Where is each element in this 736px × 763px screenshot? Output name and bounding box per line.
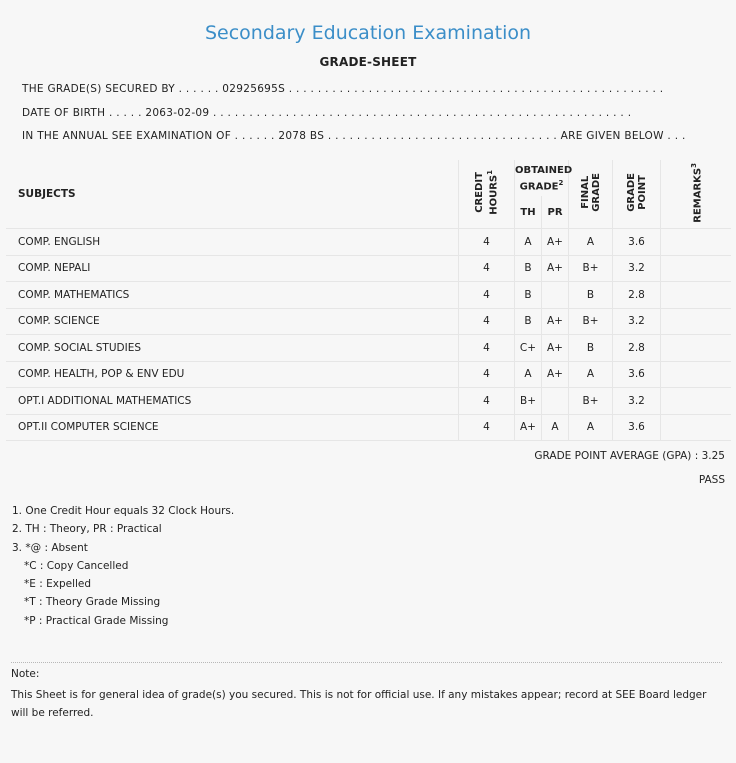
footnote: *P : Practical Grade Missing	[24, 614, 169, 627]
table-row	[6, 388, 731, 415]
cell-remarks	[661, 335, 732, 362]
header-credit-hours: CREDIT HOURS$^1$	[459, 160, 515, 229]
cell-th: C+	[515, 335, 542, 362]
cell-subject: COMP. ENGLISH	[6, 229, 459, 256]
table-row	[6, 361, 731, 388]
cell-remarks	[661, 308, 732, 335]
cell-gp: 2.8	[613, 282, 661, 309]
header-subjects: SUBJECTS	[6, 160, 459, 229]
header-final-grade: FINAL GRADE	[569, 160, 613, 229]
header-grade-point: GRADE POINT	[613, 160, 661, 229]
cell-gp: 3.2	[613, 255, 661, 282]
cell-subject: COMP. NEPALI	[6, 255, 459, 282]
cell-gp: 3.6	[613, 229, 661, 256]
header-th: TH	[515, 196, 542, 229]
cell-pr: A+	[542, 361, 569, 388]
footnote: 3. *@ : Absent	[12, 541, 88, 554]
cell-th: B	[515, 255, 542, 282]
cell-credit: 4	[459, 361, 515, 388]
cell-pr: A+	[542, 229, 569, 256]
cell-pr	[542, 282, 569, 309]
cell-final: B+	[569, 255, 613, 282]
cell-credit: 4	[459, 282, 515, 309]
cell-final: B+	[569, 388, 613, 415]
footnote: *E : Expelled	[24, 578, 92, 591]
cell-gp: 3.6	[613, 361, 661, 388]
table-row	[6, 335, 731, 362]
cell-remarks	[661, 229, 732, 256]
divider	[11, 662, 722, 663]
cell-gp: 3.2	[613, 308, 661, 335]
cell-gp: 2.8	[613, 335, 661, 362]
exam-line: IN THE ANNUAL SEE EXAMINATION OF . . . . . . 2078 BS . . . . . . . . . . . . . . . . . . . . . . . . . . . . . . . . ARE GIVEN BELOW . . .	[22, 130, 686, 142]
footnote: 1. One Credit Hour equals 32 Clock Hours.	[12, 505, 235, 517]
cell-gp: 3.2	[613, 388, 661, 415]
cell-subject: COMP. SOCIAL STUDIES	[6, 335, 459, 362]
secured-by-line: THE GRADE(S) SECURED BY . . . . . . 02925695S . . . . . . . . . . . . . . . . . . . . . . . . . . . . . . . . . . . . . . . . . . . . . . . . . . . .	[22, 83, 664, 95]
cell-credit: 4	[459, 229, 515, 256]
header-pr: PR	[542, 196, 569, 229]
cell-th: B	[515, 308, 542, 335]
cell-subject: COMP. HEALTH, POP & ENV EDU	[6, 361, 459, 388]
cell-th: B+	[515, 388, 542, 415]
table-row	[6, 308, 731, 335]
cell-credit: 4	[459, 335, 515, 362]
cell-final: A	[569, 229, 613, 256]
cell-subject: OPT.I ADDITIONAL MATHEMATICS	[6, 388, 459, 415]
page-title: Secondary Education Examination	[204, 22, 532, 44]
cell-subject: COMP. SCIENCE	[6, 308, 459, 335]
cell-pr	[542, 388, 569, 415]
cell-pr: A+	[542, 335, 569, 362]
cell-credit: 4	[459, 308, 515, 335]
cell-final: B	[569, 335, 613, 362]
cell-credit: 4	[459, 388, 515, 415]
cell-final: B+	[569, 308, 613, 335]
cell-th: A	[515, 361, 542, 388]
cell-remarks	[661, 388, 732, 415]
cell-remarks	[661, 282, 732, 309]
cell-credit: 4	[459, 255, 515, 282]
cell-pr: A+	[542, 308, 569, 335]
sheet-subtitle: GRADE-SHEET	[319, 55, 417, 69]
cell-final: A	[569, 414, 613, 441]
table-row	[6, 282, 731, 309]
note-label: Note:	[11, 668, 40, 680]
grade-table	[6, 160, 731, 441]
cell-remarks	[661, 255, 732, 282]
cell-final: A	[569, 361, 613, 388]
table-row	[6, 255, 731, 282]
gpa-summary: GRADE POINT AVERAGE (GPA) : 3.25	[534, 450, 725, 462]
cell-th: A+	[515, 414, 542, 441]
cell-th: A	[515, 229, 542, 256]
header-remarks: REMARKS$^3$	[661, 160, 732, 229]
cell-pr: A	[542, 414, 569, 441]
cell-pr: A+	[542, 255, 569, 282]
cell-final: B	[569, 282, 613, 309]
cell-subject: OPT.II COMPUTER SCIENCE	[6, 414, 459, 441]
cell-subject: COMP. MATHEMATICS	[6, 282, 459, 309]
header-obtained-grade: OBTAINED GRADE$^2$	[515, 160, 569, 196]
table-row	[6, 414, 731, 441]
cell-remarks	[661, 361, 732, 388]
note-text: This Sheet is for general idea of grade(s) you secured. This is not for official use. If any mistakes appear; record at SEE Board ledger will be referred.	[11, 689, 707, 719]
cell-remarks	[661, 414, 732, 441]
footnote: *C : Copy Cancelled	[24, 559, 129, 572]
date-of-birth-line: DATE OF BIRTH . . . . . 2063-02-09 . . . . . . . . . . . . . . . . . . . . . . . . . . . . . . . . . . . . . . . . . . . . . . . . . . . . . . . . . .	[22, 107, 632, 119]
cell-gp: 3.6	[613, 414, 661, 441]
cell-th: B	[515, 282, 542, 309]
footnotes	[12, 502, 234, 630]
table-row	[6, 229, 731, 256]
footnote: 2. TH : Theory, PR : Practical	[12, 523, 162, 536]
footnote: *T : Theory Grade Missing	[24, 596, 161, 609]
result-status: PASS	[698, 474, 725, 486]
cell-credit: 4	[459, 414, 515, 441]
